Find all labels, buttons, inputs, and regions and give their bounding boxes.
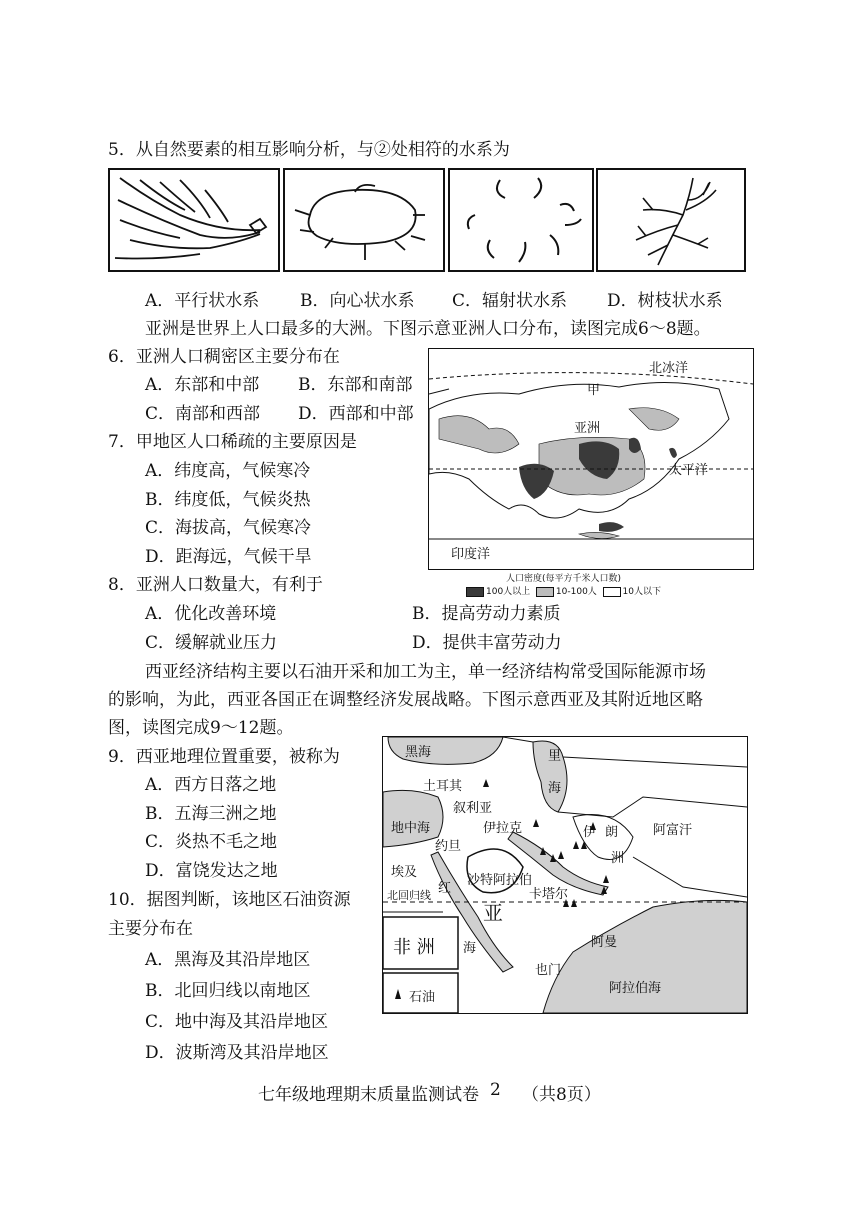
q9-option-a[interactable]: A．西方日落之地 <box>145 775 277 795</box>
label-africa: 非 洲 <box>393 937 435 958</box>
label-qatar: 卡塔尔 <box>529 887 569 902</box>
q7-stem: 7．甲地区人口稀疏的主要原因是 <box>108 432 357 452</box>
label-ya: 亚 <box>483 901 503 925</box>
footer-page-number: 2 <box>490 1080 501 1100</box>
asia-population-map <box>428 348 754 570</box>
river-system-figure-centripetal <box>283 168 445 272</box>
q10-stem-line-2: 主要分布在 <box>108 919 193 939</box>
q10-option-b[interactable]: B．北回归线以南地区 <box>145 981 311 1001</box>
q8-stem: 8．亚洲人口数量大，有利于 <box>108 575 323 595</box>
label-jordan: 约旦 <box>435 839 462 854</box>
q5-option-d[interactable]: D．树枝状水系 <box>607 291 723 311</box>
q7-option-b[interactable]: B．纬度低，气候炎热 <box>145 490 311 510</box>
legend-swatch-dense <box>466 587 484 597</box>
q7-option-a[interactable]: A．纬度高，气候寒冷 <box>145 461 311 481</box>
legend-dense-label: 100人以上 <box>486 587 531 597</box>
label-asia: 亚洲 <box>574 421 601 436</box>
q7-option-c[interactable]: C．海拔高，气候寒冷 <box>145 518 312 538</box>
q10-stem-line-1: 10．据图判断，该地区石油资源 <box>108 890 351 910</box>
label-caspian-li: 里 <box>548 749 562 764</box>
q5-option-c[interactable]: C．辐射状水系 <box>452 291 568 311</box>
q9-option-c[interactable]: C．炎热不毛之地 <box>145 832 278 852</box>
label-syria: 叙利亚 <box>453 801 493 816</box>
q8-option-d[interactable]: D．提供丰富劳动力 <box>412 633 562 653</box>
river-system-figure-radial <box>448 168 594 272</box>
legend-swatch-medium <box>536 587 554 597</box>
q6-option-c[interactable]: C．南部和西部 <box>145 404 261 424</box>
q5-option-b[interactable]: B．向心状水系 <box>300 291 415 311</box>
river-system-figure-parallel <box>108 168 280 272</box>
asia-map-legend-title: 人口密度(每平方千米人口数) <box>506 574 622 584</box>
label-yemen: 也门 <box>535 963 562 978</box>
label-turkey: 土耳其 <box>423 779 463 794</box>
label-iran-lang: 朗 <box>605 825 619 840</box>
intro-west-asia-line-1: 西亚经济结构主要以石油开采和加工为主，单一经济结构常受国际能源市场 <box>145 662 706 682</box>
label-tropic-of-cancer: 北回归线 <box>387 889 431 902</box>
label-pacific: 太平洋 <box>669 463 709 478</box>
label-saudi-arabia: 沙特阿拉伯 <box>467 873 533 888</box>
q8-option-a[interactable]: A．优化改善环境 <box>145 604 277 624</box>
q10-option-d[interactable]: D．波斯湾及其沿岸地区 <box>145 1043 329 1063</box>
label-black-sea: 黑海 <box>405 745 432 760</box>
footer-title: 七年级地理期末质量监测试卷 <box>258 1085 479 1105</box>
q9-option-d[interactable]: D．富饶发达之地 <box>145 861 278 881</box>
label-jia: 甲 <box>587 383 601 398</box>
q10-option-a[interactable]: A．黑海及其沿岸地区 <box>145 950 311 970</box>
footer-total-pages: （共8页） <box>522 1085 601 1105</box>
label-red-sea-hai: 海 <box>463 941 477 956</box>
q6-option-a[interactable]: A．东部和中部 <box>145 375 260 395</box>
q7-option-d[interactable]: D．距海远，气候干旱 <box>145 547 312 567</box>
q5-stem: 5．从自然要素的相互影响分析，与②处相符的水系为 <box>108 140 510 160</box>
label-red-sea-hong: 红 <box>438 881 452 896</box>
label-iraq: 伊拉克 <box>483 821 523 836</box>
q8-option-c[interactable]: C．缓解就业压力 <box>145 633 278 653</box>
q6-option-d[interactable]: D．西部和中部 <box>298 404 414 424</box>
q9-option-b[interactable]: B．五海三洲之地 <box>145 804 277 824</box>
q5-option-a[interactable]: A．平行状水系 <box>145 291 260 311</box>
q9-stem: 9．西亚地理位置重要，被称为 <box>108 747 340 767</box>
legend-sparse-label: 10人以下 <box>622 587 661 597</box>
intro-west-asia-line-3: 图，读图完成9～12题。 <box>108 718 294 738</box>
asia-map-legend <box>466 584 661 597</box>
label-arctic-ocean: 北冰洋 <box>649 361 689 376</box>
q8-option-b[interactable]: B．提高劳动力素质 <box>412 604 561 624</box>
label-afghanistan: 阿富汗 <box>653 823 693 838</box>
label-caspian-hai: 海 <box>548 781 562 796</box>
legend-medium-label: 10-100人 <box>555 587 597 597</box>
q6-option-b[interactable]: B．东部和南部 <box>298 375 413 395</box>
label-iran-zhou: 洲 <box>611 851 625 866</box>
intro-asia: 亚洲是世界上人口最多的大洲。下图示意亚洲人口分布，读图完成6～8题。 <box>145 319 711 339</box>
q6-stem: 6．亚洲人口稠密区主要分布在 <box>108 347 340 367</box>
river-system-figure-dendritic <box>596 168 746 272</box>
label-oman: 阿曼 <box>591 935 618 950</box>
label-mediterranean: 地中海 <box>391 821 431 836</box>
intro-west-asia-line-2: 的影响，为此，西亚各国正在调整经济发展战略。下图示意西亚及其附近地区略 <box>108 690 703 710</box>
legend-swatch-sparse <box>603 587 621 597</box>
label-indian-ocean: 印度洋 <box>451 547 491 562</box>
legend-oil-label: 石油 <box>409 990 436 1005</box>
label-iran-yi: 伊 <box>583 825 597 840</box>
label-arabian-sea: 阿拉伯海 <box>609 981 662 996</box>
q10-option-c[interactable]: C．地中海及其沿岸地区 <box>145 1012 329 1032</box>
label-egypt: 埃及 <box>391 865 418 880</box>
west-asia-map <box>382 736 748 1014</box>
